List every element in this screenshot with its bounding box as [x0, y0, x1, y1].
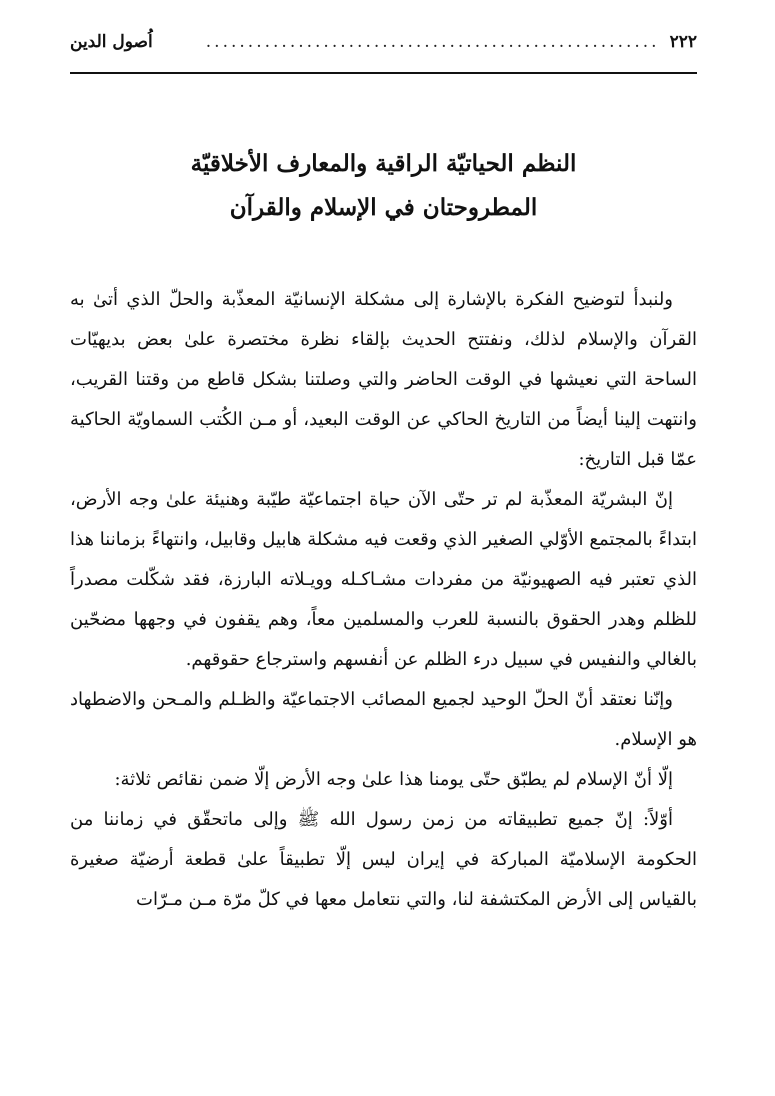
book-title: اُصول الدين [70, 32, 153, 52]
paragraph-solution: وإنّنا نعتقد أنّ الحلّ الوحيد لجميع المصائب الاجتماعيّة والظـلم والمـحن والاضطهاد هو الإسلام. [70, 689, 697, 750]
chapter-title [70, 142, 697, 230]
paragraph-humanity: إنّ البشريّة المعذّبة لم تر حتّى الآن حياة اجتماعيّة طيّبة وهنيئة علىٰ وجه الأرض، ابتداءً بالمجتمع الأوّلي الصغير الذي وقعت فيه مشكلة هابيل وقابيل، وانتهاءً بزماننا هذا الذي تعتبر فيه الصهيونيّة من مفردات مشـاكـله وويـلاته البارزة، فقد شكّلت مصدراً للظلم وهدر الحقوق بالنسبة للعرب والمسلمين معاً، وهم يقفون في وجهها مضحّين بالغالي والنفيس في سبيل درء الظلم عن أنفسهم واسترجاع حقوقهم. [70, 489, 697, 670]
chapter-title-line-1: النظم الحياتيّة الراقية والمعارف الأخلاقيّة [190, 150, 577, 177]
page-number: ٢٢٢ [669, 32, 697, 52]
paragraph-intro: ولنبدأ لتوضيح الفكرة بالإشارة إلى مشكلة الإنسانيّة المعذّبة والحلّ الذي أتىٰ به القرآن والإسلام لذلك، ونفتتح الحديث بإلقاء نظرة مختصرة علىٰ بعض بديهيّات الساحة التي نعيشها في الوقت الحاضر والتي وصلتنا بشكل قاطع من وقتنا القريب، وانتهت إلينا أيضاً من التاريخ الحاكي عن الوقت البعيد، أو مـن الكُتب السماويّة الحاكية عمّا قبل التاريخ: [70, 289, 697, 470]
paragraph-shortcomings: إلّا أنّ الإسلام لم يطبّق حتّى يومنا هذا علىٰ وجه الأرض إلّا ضمن نقائص ثلاثة: [114, 769, 673, 790]
leader-dots: ...................................................... [205, 32, 660, 52]
header-rule [70, 72, 697, 74]
running-header [70, 32, 697, 72]
paragraph-first-point: أوّلاً: إنّ جميع تطبيقاته من زمن رسول الله ﷺ وإلى ماتحقّق في زماننا من الحكومة الإسلاميّة المباركة في إيران ليس إلّا تطبيقاً علىٰ قطعة أرضيّة صغيرة بالقياس إلى الأرض المكتشفة لنا، والتي نتعامل معها في كلّ مرّة مـن مـرّات [70, 809, 697, 910]
body-text [70, 280, 697, 920]
chapter-title-line-2: المطروحتان في الإسلام والقرآن [229, 194, 538, 221]
